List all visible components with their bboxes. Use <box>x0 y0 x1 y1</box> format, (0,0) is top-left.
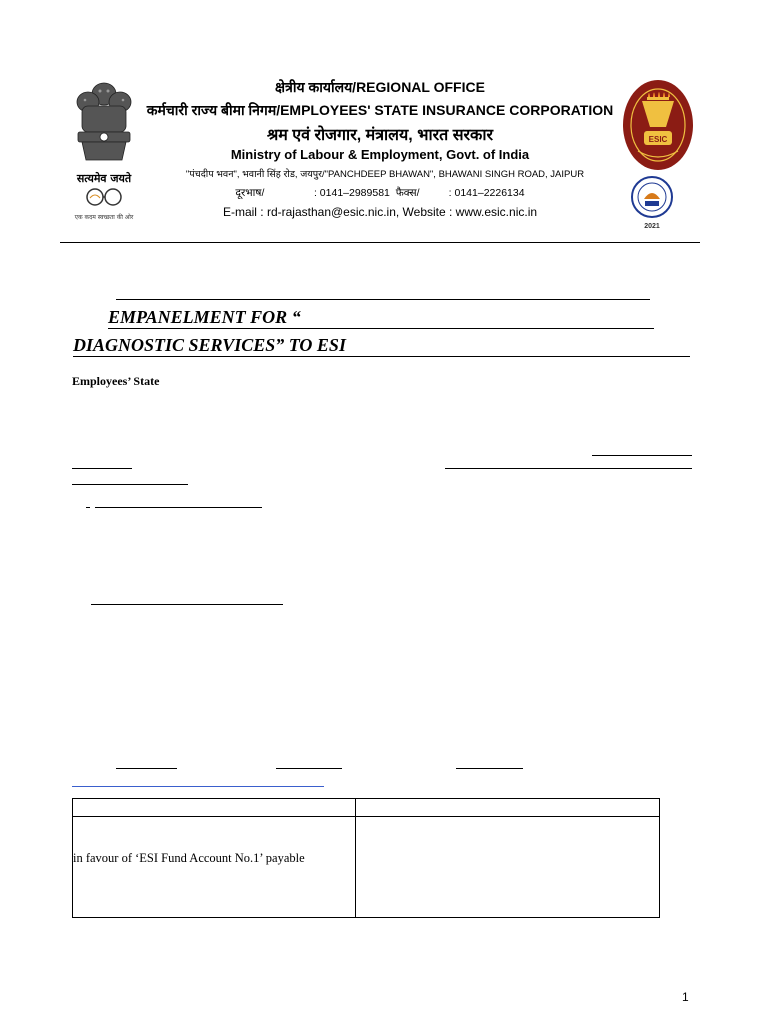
header-regional-office: क्षेत्रीय कार्यालय/REGIONAL OFFICE <box>275 79 485 95</box>
title-top-rule <box>116 299 650 300</box>
swachh-bharat-glasses-icon <box>79 186 129 208</box>
header-phone-fax: दूरभाष/ : 0141–2989581 फैक्स/ : 0141–2226134 <box>235 187 525 199</box>
table-cell-payment-text: in favour of ‘ESI Fund Account No.1’ payable <box>73 851 305 865</box>
title-line1-underline <box>108 328 654 329</box>
underline-fragment <box>95 507 262 508</box>
seal-year: 2021 <box>644 223 660 230</box>
esic-logo-text: ESIC <box>648 135 668 144</box>
anniversary-seal-icon <box>628 175 676 231</box>
hyperlink-underline[interactable] <box>72 786 324 787</box>
employees-state-text: Employees’ State <box>72 374 160 388</box>
underline-fragment <box>276 768 342 769</box>
underline-fragment <box>72 468 132 469</box>
header-divider <box>60 242 700 243</box>
underline-fragment <box>116 768 177 769</box>
esic-logo <box>622 79 694 171</box>
header-corporation: कर्मचारी राज्य बीमा निगम/EMPLOYEES' STATE INSURANCE CORPORATION <box>146 102 614 118</box>
emblem-motto: सत्यमेव जयते <box>76 172 132 185</box>
title-line-1: EMPANELMENT FOR “ <box>108 307 301 327</box>
title-line-2: DIAGNOSTIC SERVICES” TO ESI <box>73 335 346 355</box>
underline-fragment <box>91 604 283 605</box>
header-email-website: E-mail : rd-rajasthan@esic.nic.in, Website : www.esic.nic.in <box>222 205 538 219</box>
header-ministry-hindi: श्रम एवं रोजगार, मंत्रालय, भारत सरकार <box>266 127 494 144</box>
payment-table <box>72 798 660 918</box>
anniversary-seal <box>628 175 676 231</box>
underline-fragment <box>445 468 692 469</box>
esic-lamp-logo-icon <box>622 79 694 171</box>
header-ministry-english: Ministry of Labour & Employment, Govt. of India <box>230 147 530 162</box>
page-number: 1 <box>682 990 689 1004</box>
underline-fragment <box>86 507 90 508</box>
title-line2-underline <box>73 356 690 357</box>
table-header-row <box>73 799 659 817</box>
header-address: "पंचदीप भवन", भवानी सिंह रोड, जयपुर/"PANCHDEEP BHAWAN", BHAWANI SINGH ROAD, JAIPUR <box>185 169 585 180</box>
underline-fragment <box>72 484 188 485</box>
swachh-bharat-caption: एक कदम स्वच्छता की ओर <box>74 214 134 221</box>
table-column-divider <box>355 799 356 917</box>
underline-fragment <box>592 455 692 456</box>
underline-fragment <box>456 768 523 769</box>
